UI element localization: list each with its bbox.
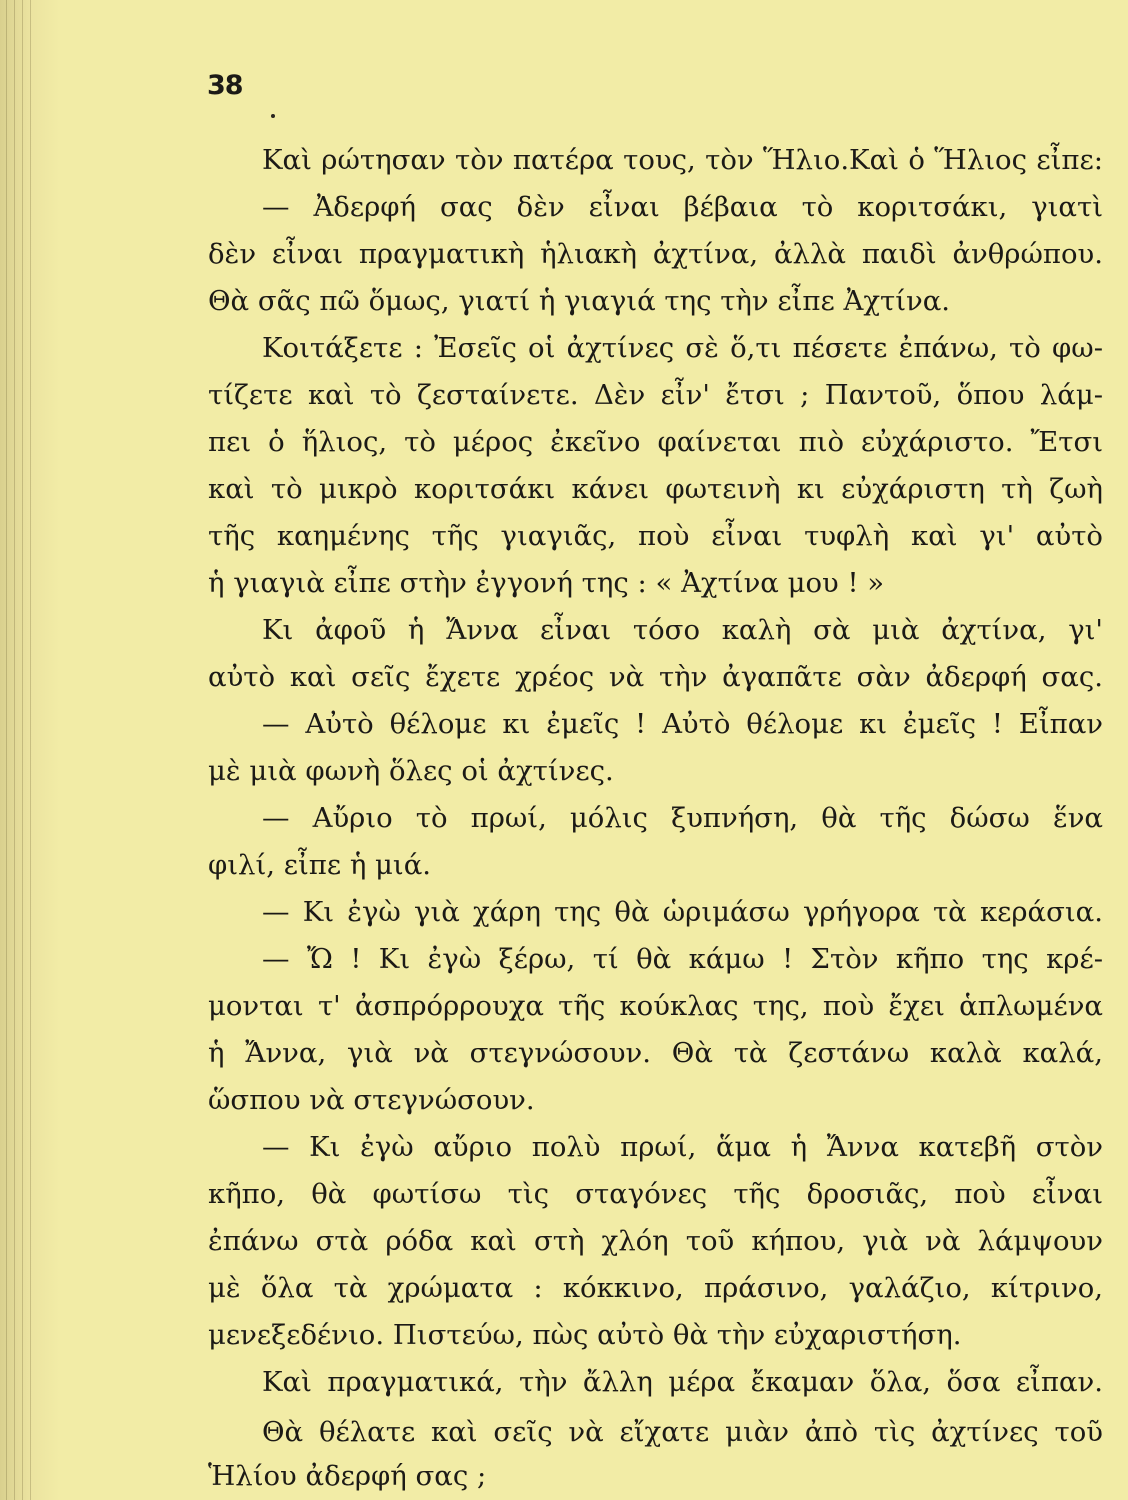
text-line: Καὶ πραγματικά, τὴν ἄλλη μέρα ἔκαμαν ὅλα, ὅσα εἶπαν. <box>262 1366 1103 1398</box>
text-line: Θὰ θέλατε καὶ σεῖς νὰ εἴχατε μιὰν ἀπὸ τὶς ἀχτίνες τοῦ <box>262 1416 1103 1448</box>
page-edge-line <box>14 0 15 1500</box>
text-line: ἡ γιαγιὰ εἶπε στὴν ἐγγονή της : « Ἀχτίνα μου ! » <box>208 567 885 599</box>
text-line: ἡ Ἄννα, γιὰ νὰ στεγνώσουν. Θὰ τὰ ζεστάνω καλὰ καλά, <box>208 1037 1103 1069</box>
text-line: Ἡλίου ἀδερφή σας ; <box>208 1460 487 1492</box>
text-line: αὐτὸ καὶ σεῖς ἔχετε χρέος νὰ τὴν ἀγαπᾶτε σὰν ἀδερφή σας. <box>208 661 1103 693</box>
page-edge-line <box>22 0 23 1500</box>
text-line: ἐπάνω στὰ ρόδα καὶ στὴ χλόη τοῦ κήπου, γιὰ νὰ λάμψουν <box>208 1225 1103 1257</box>
text-line: Καὶ ρώτησαν τὸν πατέρα τους, τὸν Ἥλιο.Καὶ ὁ Ἥλιος εἶπε: <box>262 144 1103 176</box>
text-line: — Ἀδερφή σας δὲν εἶναι βέβαια τὸ κοριτσάκι, γιατὶ <box>262 191 1103 223</box>
text-line: τῆς καημένης τῆς γιαγιᾶς, ποὺ εἶναι τυφλὴ καὶ γι' αὐτὸ <box>208 520 1103 552</box>
text-line: — Αὔριο τὸ πρωί, μόλις ξυπνήση, θὰ τῆς δώσω ἕνα <box>262 802 1103 834</box>
text-line: μὲ ὅλα τὰ χρώματα : κόκκινο, πράσινο, γαλάζιο, κίτρινο, <box>208 1272 1103 1304</box>
text-line: — Κι ἐγὼ αὔριο πολὺ πρωί, ἅμα ἡ Ἄννα κατεβῆ στὸν <box>262 1131 1103 1163</box>
text-line: — Αὐτὸ θέλομε κι ἐμεῖς ! Αὐτὸ θέλομε κι ἐμεῖς ! Εἶπαν <box>262 708 1103 740</box>
text-line: Κι ἀφοῦ ἡ Ἄννα εἶναι τόσο καλὴ σὰ μιὰ ἀχτίνα, γι' <box>262 614 1103 646</box>
text-line: καὶ τὸ μικρὸ κοριτσάκι κάνει φωτεινὴ κι εὐχάριστη τὴ ζωὴ <box>208 473 1103 505</box>
text-line: τίζετε καὶ τὸ ζεσταίνετε. Δὲν εἶν' ἔτσι ; Παντοῦ, ὅπου λάμ- <box>208 379 1103 411</box>
text-line: Θὰ σᾶς πῶ ὅμως, γιατί ἡ γιαγιά της τὴν εἶπε Ἀχτίνα. <box>208 285 951 317</box>
text-line: — Ὤ ! Κι ἐγὼ ξέρω, τί θὰ κάμω ! Στὸν κῆπο της κρέ- <box>262 943 1103 975</box>
text-line: ὥσπου νὰ στεγνώσουν. <box>208 1084 535 1116</box>
page-edge-line <box>30 0 31 1500</box>
page-edge-line <box>6 0 7 1500</box>
print-dot <box>271 114 275 118</box>
page-number: 38 <box>207 70 243 101</box>
text-line: Κοιτάξετε : Ἐσεῖς οἱ ἀχτίνες σὲ ὅ,τι πέσετε ἐπάνω, τὸ φω- <box>262 332 1103 364</box>
text-line: δὲν εἶναι πραγματικὴ ἡλιακὴ ἀχτίνα, ἀλλὰ παιδὶ ἀνθρώπου. <box>208 238 1103 270</box>
text-line: μὲ μιὰ φωνὴ ὅλες οἱ ἀχτίνες. <box>208 755 614 787</box>
text-line: κῆπο, θὰ φωτίσω τὶς σταγόνες τῆς δροσιᾶς, ποὺ εἶναι <box>208 1178 1103 1210</box>
text-line: μονται τ' ἀσπρόρρουχα τῆς κούκλας της, ποὺ ἔχει ἁπλωμένα <box>208 990 1103 1022</box>
text-line: μενεξεδένιο. Πιστεύω, πὼς αὐτὸ θὰ τὴν εὐχαριστήση. <box>208 1319 962 1351</box>
text-line: πει ὁ ἥλιος, τὸ μέρος ἐκεῖνο φαίνεται πιὸ εὐχάριστο. Ἔτσι <box>208 426 1103 458</box>
text-line: φιλί, εἶπε ἡ μιά. <box>208 849 432 881</box>
text-line: — Κι ἐγὼ γιὰ χάρη της θὰ ὡριμάσω γρήγορα τὰ κεράσια. <box>262 896 1103 928</box>
